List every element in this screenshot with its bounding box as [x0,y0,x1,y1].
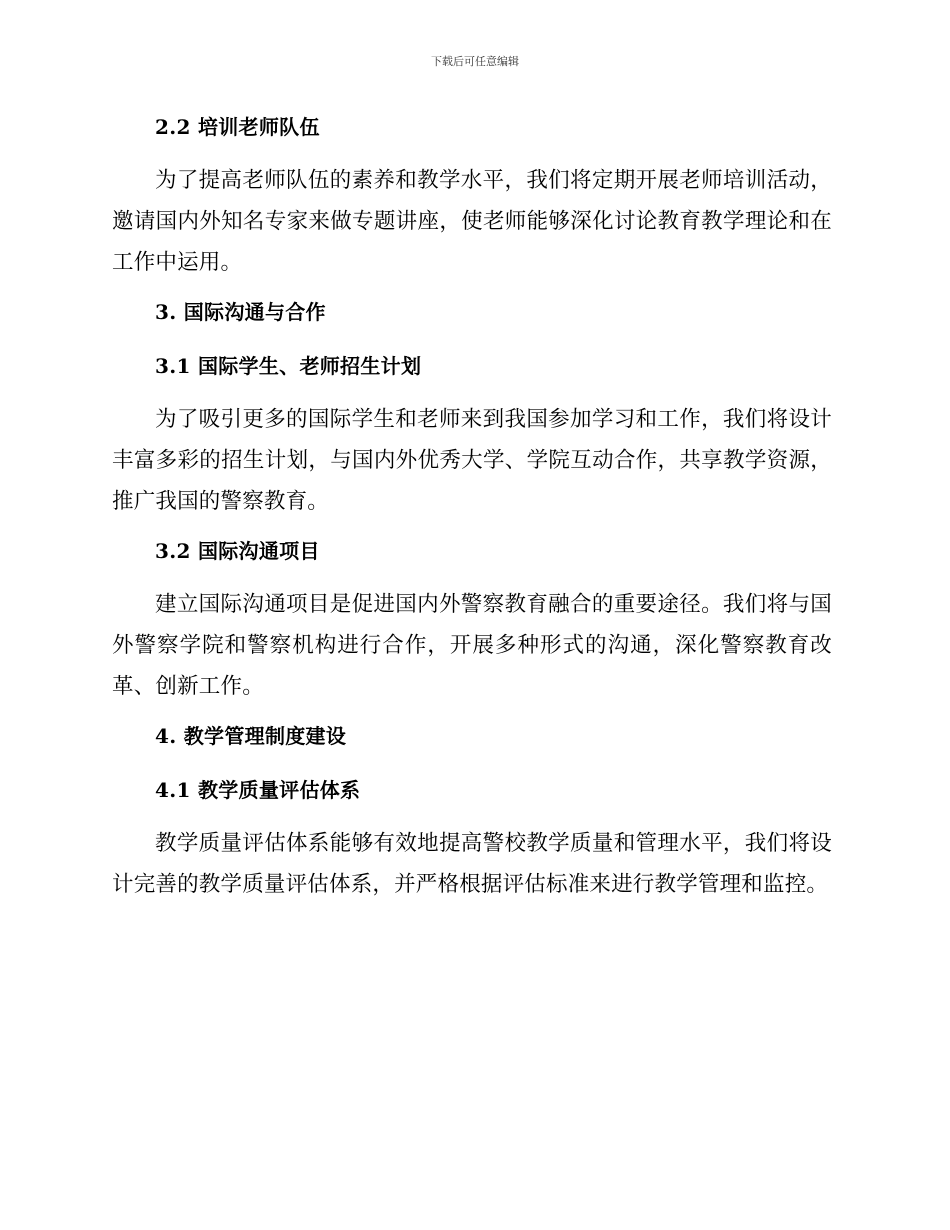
section-heading-4: 4. 教学管理制度建设 [155,724,347,748]
page-header: 下载后可任意编辑 [431,55,519,68]
document-body [112,108,832,905]
section-heading-4-1: 4.1 教学质量评估体系 [155,778,361,802]
section-paragraph-3-2: 建立国际沟通项目是促进国内外警察教育融合的重要途径。我们将与国外警察学院和警察机构进行合作，开展多种形式的沟通，深化警察教育改革、创新工作。 [112,592,832,699]
section-paragraph-2-2: 为了提高老师队伍的素养和教学水平，我们将定期开展老师培训活动，邀请国内外知名专家来做专题讲座，使老师能够深化讨论教育教学理论和在工作中运用。 [112,168,832,275]
section-heading-3-1: 3.1 国际学生、老师招生计划 [155,354,422,378]
section-paragraph-4-1: 教学质量评估体系能够有效地提高警校教学质量和管理水平，我们将设计完善的教学质量评估体系，并严格根据评估标准来进行教学管理和监控。 [112,831,832,897]
section-paragraph-3-1: 为了吸引更多的国际学生和老师来到我国参加学习和工作，我们将设计丰富多彩的招生计划，与国内外优秀大学、学院互动合作，共享教学资源，推广我国的警察教育。 [112,407,832,514]
section-heading-2-2: 2.2 培训老师队伍 [155,115,320,139]
section-heading-3-2: 3.2 国际沟通项目 [155,539,320,563]
section-heading-3: 3. 国际沟通与合作 [155,300,326,324]
